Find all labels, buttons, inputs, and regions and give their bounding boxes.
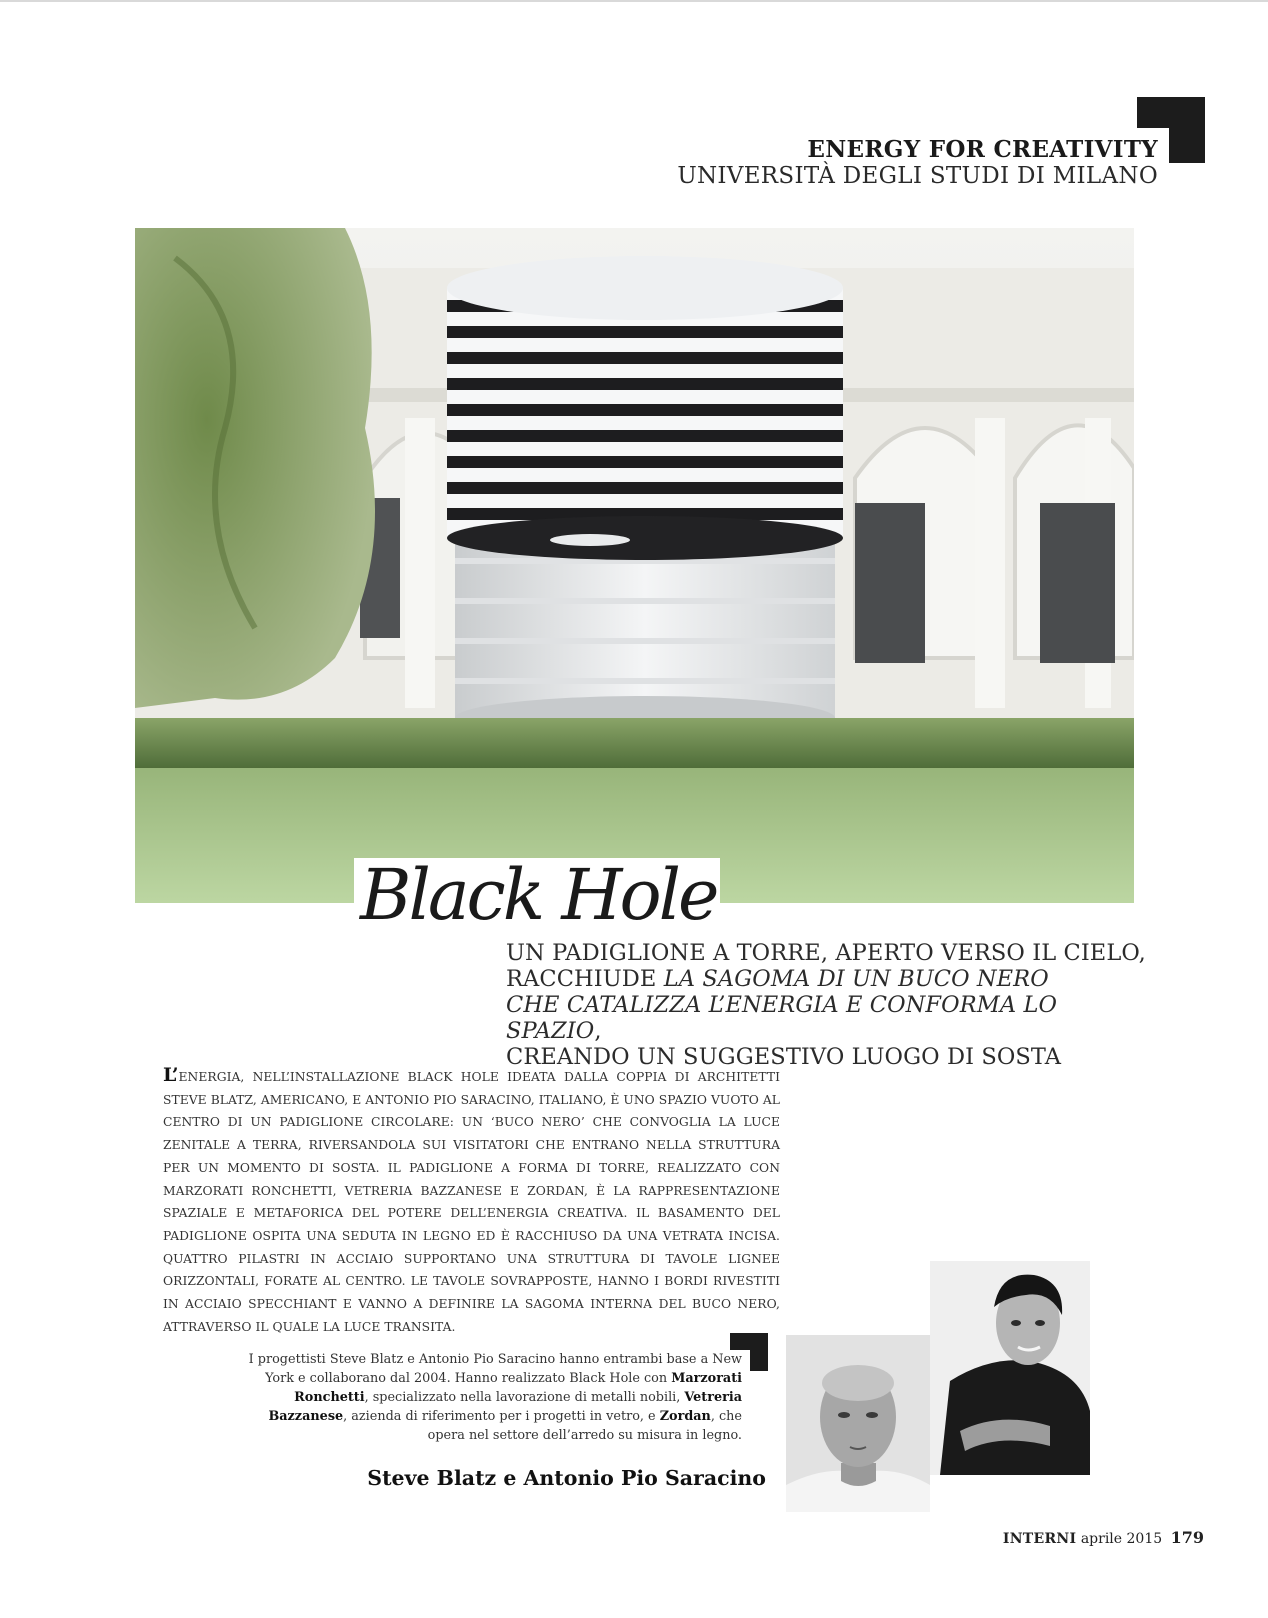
hero-image-pavilion [135, 228, 1134, 903]
caption-text-3: , azienda di riferimento per i progetti in vetro, e [343, 1409, 660, 1424]
deck-line-2-italic: LA SAGOMA DI UN BUCO NERO [663, 966, 1049, 992]
caption-text-2: , specializzato nella lavorazione di metalli nobili, [364, 1390, 685, 1405]
section-subtitle: UNIVERSITÀ DEGLI STUDI DI MILANO [677, 163, 1158, 189]
deck-line-4: CREANDO UN SUGGESTIVO LUOGO DI SOSTA [506, 1044, 1062, 1070]
portrait-steve-blatz [786, 1335, 930, 1512]
footer-page-number: 179 [1170, 1528, 1204, 1547]
deck-line-3-plain: , [594, 1018, 602, 1044]
article-title: Black Hole [360, 854, 717, 936]
caption-company-3: Zordan [659, 1409, 711, 1424]
deck-line-2 [506, 966, 1146, 992]
body-dropcap: L’ [163, 1064, 179, 1086]
portrait-antonio-pio-saracino [930, 1261, 1090, 1475]
deck-line-3 [506, 992, 1146, 1044]
footer-issue: aprile 2015 [1080, 1531, 1163, 1547]
footer-magazine: INTERNI [1002, 1531, 1077, 1547]
portrait-caption [236, 1350, 742, 1445]
section-kicker: ENERGY FOR CREATIVITY [807, 136, 1158, 163]
caption-company-2: Vetreria Bazzanese [268, 1390, 742, 1424]
deck-line-1: UN PADIGLIONE A TORRE, APERTO VERSO IL CIELO, [506, 940, 1146, 966]
body-text: ENERGIA, NELL’INSTALLAZIONE BLACK HOLE IDEATA DALLA COPPIA DI ARCHITETTI STEVE BLATZ, AMERICANO, E ANTONIO PIO SARACINO, ITALIANO, È UNO SPAZIO VUOTO AL CENTRO DI UN PADIGLIONE CIRCOLARE: UN ‘BUCO NERO’ CHE CONVOGLIA LA LUCE ZENITALE A TERRA, RIVERSANDOLA SUI VISITATORI CHE ENTRANO NELLA STRUTTURA PER UN MOMENTO DI SOSTA. IL PADIGLIONE A FORMA DI TORRE, REALIZZATO CON MARZORATI RONCHETTI, VETRERIA BAZZANESE E ZORDAN, È LA RAPPRESENTAZIONE SPAZIALE E METAFORICA DEL POTERE DELL’ENERGIA CREATIVA. IL BASAMENTO DEL PADIGLIONE OSPITA UNA SEDUTA IN LEGNO ED È RACCHIUSO DA UNA VETRATA INCISA. QUATTRO PILASTRI IN ACCIAIO SUPPORTANO UNA STRUTTURA DI TAVOLE LIGNEE ORIZZONTALI, FORATE AL CENTRO. LE TAVOLE SOVRAPPOSTE, HANNO I BORDI RIVESTITI IN ACCIAIO SPECCHIANT E VANNO A DEFINIRE LA SAGOMA INTERNA DEL BUCO NERO, ATTRAVERSO IL QUALE LA LUCE TRANSITA. [163, 1070, 780, 1334]
page-footer [1003, 1528, 1204, 1547]
caption-text-4: , che opera nel settore dell’arredo su misura in legno. [427, 1409, 742, 1443]
article-body [163, 1064, 780, 1338]
page-top-rule [0, 0, 1268, 2]
caption-text-1: I progettisti Steve Blatz e Antonio Pio Saracino hanno entrambi base a New York e collaborano dal 2004. Hanno realizzato Black Hole con [248, 1352, 742, 1386]
deck-line-2-plain: RACCHIUDE [506, 966, 664, 992]
designers-byline: Steve Blatz e Antonio Pio Saracino [367, 1466, 766, 1490]
caption-company-1: Marzorati Ronchetti [294, 1371, 742, 1405]
deck-line-3-italic: CHE CATALIZZA L’ENERGIA E CONFORMA LO SPAZIO [506, 992, 1058, 1044]
article-deck [506, 940, 1146, 1070]
